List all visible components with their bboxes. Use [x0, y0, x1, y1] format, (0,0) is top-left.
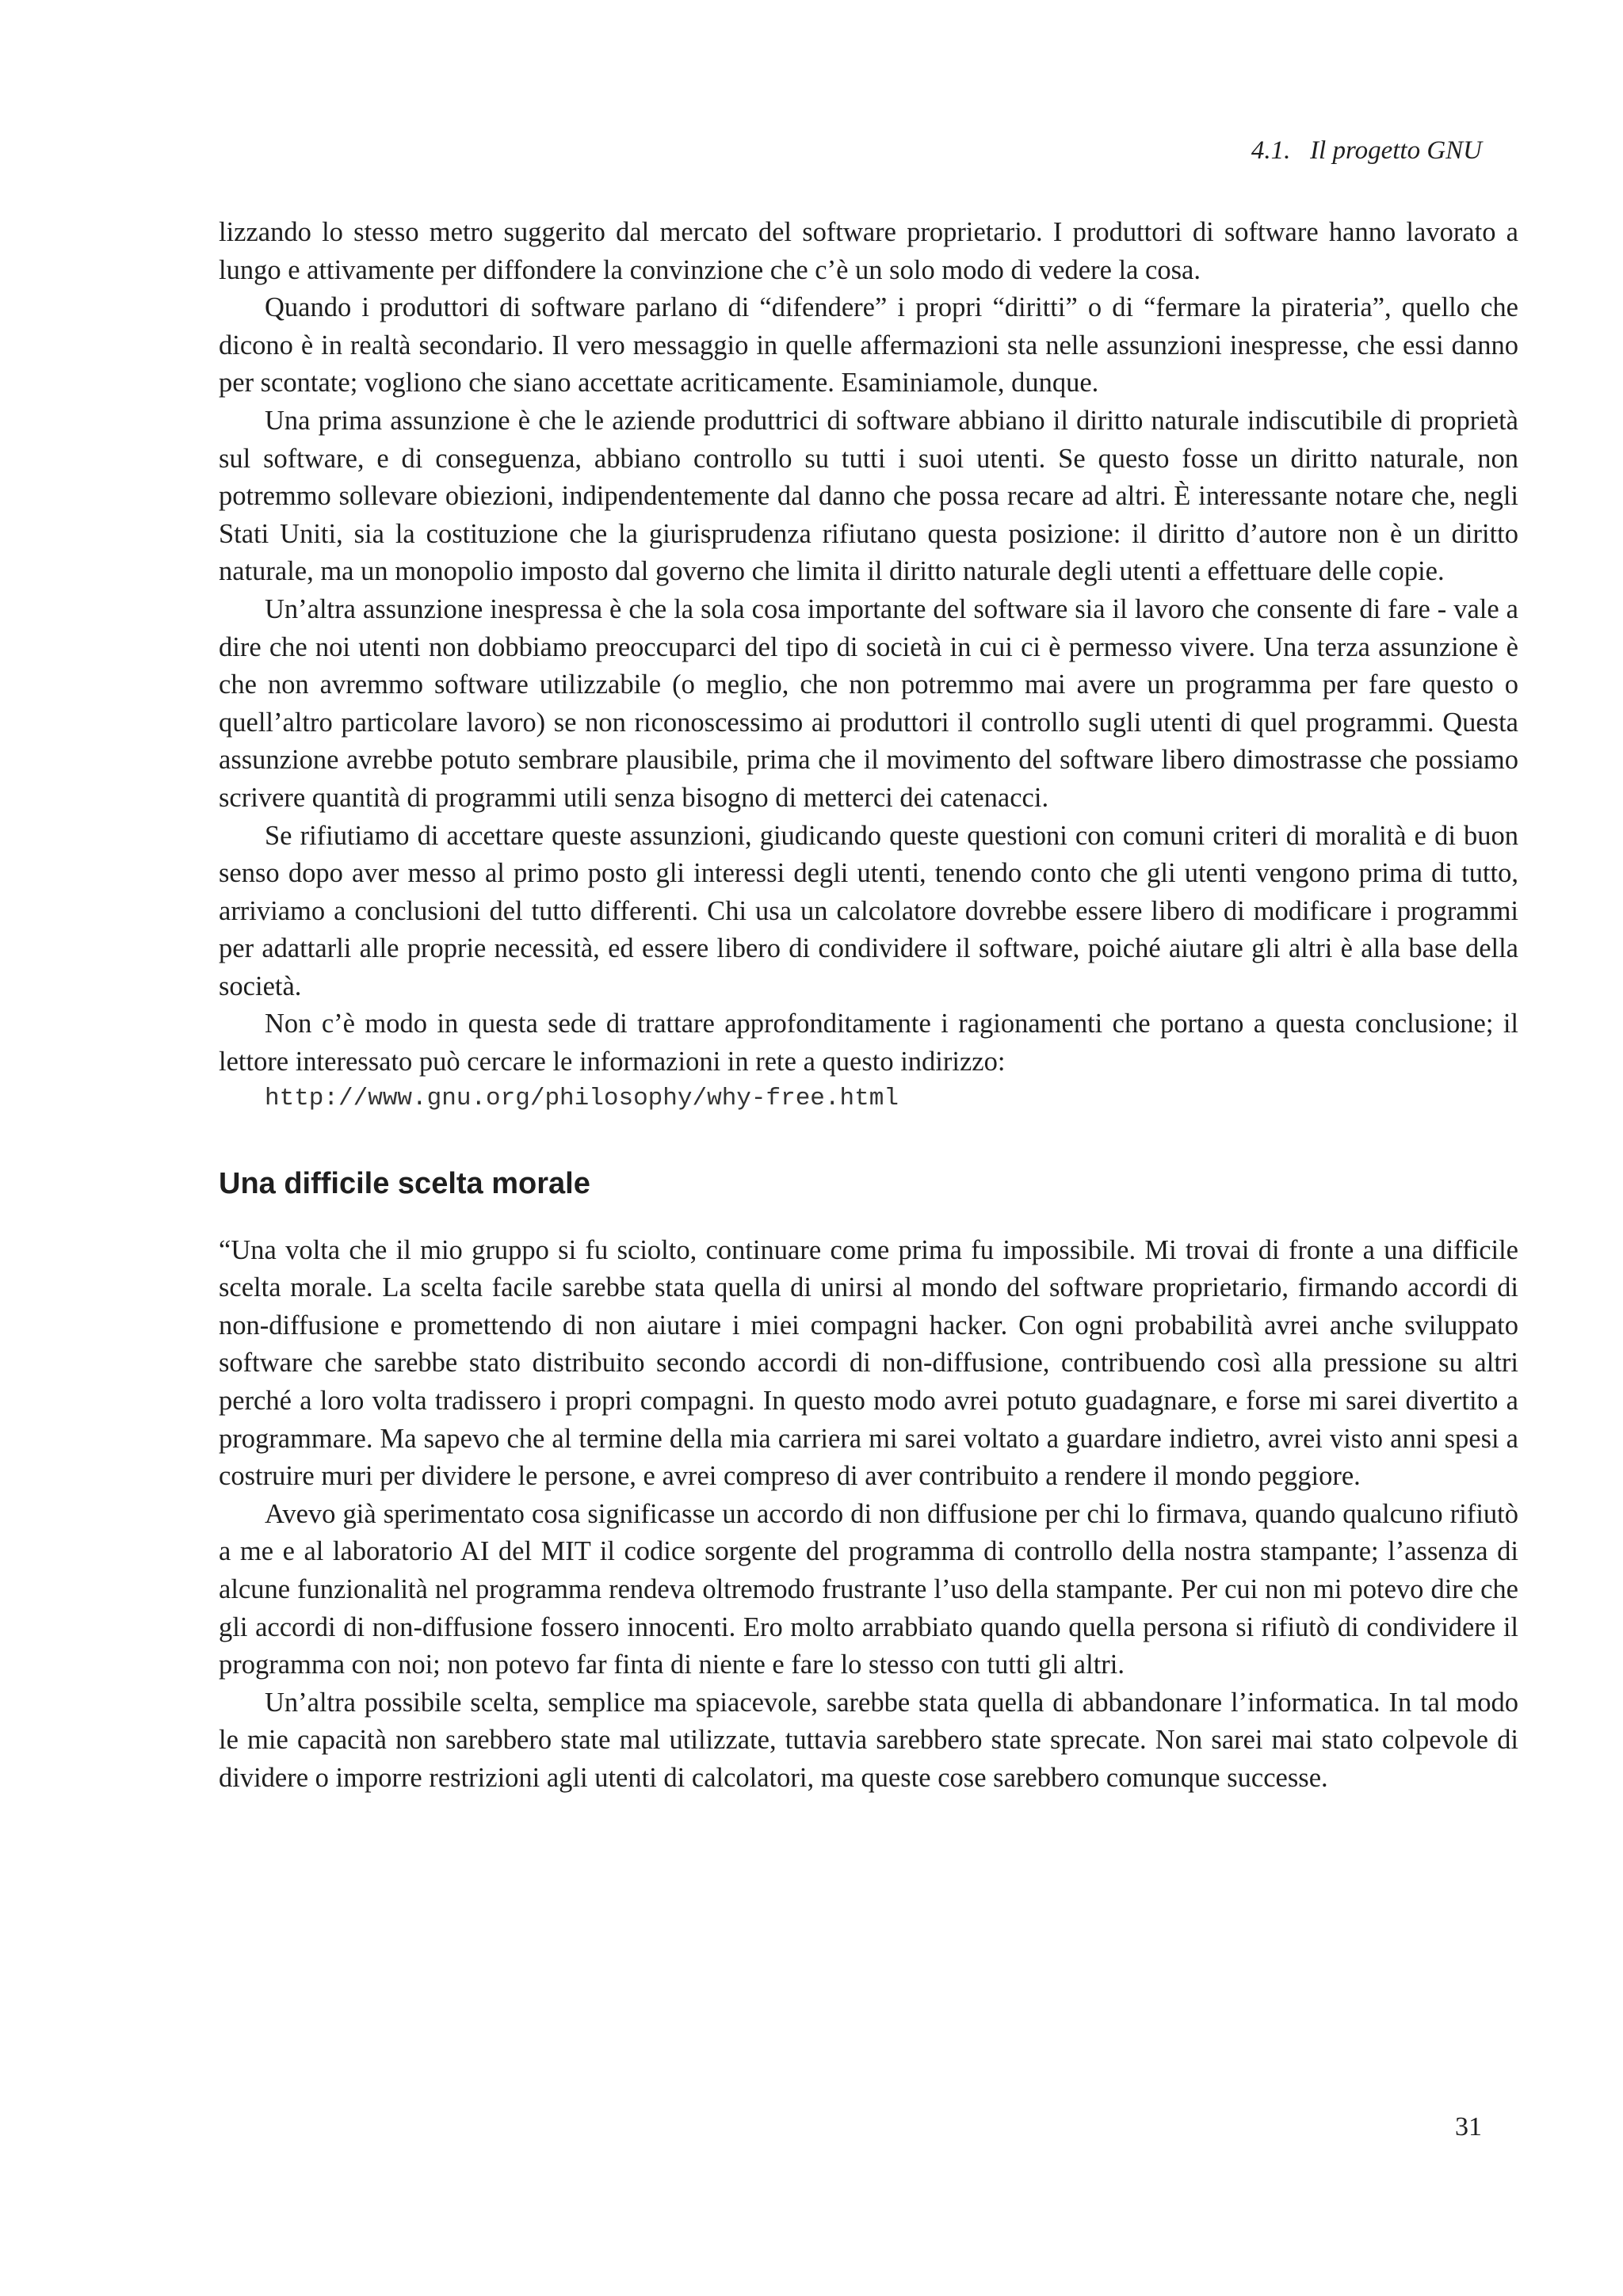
paragraph: Avevo già sperimentato cosa significasse un accordo di non diffusione per chi lo firmava, quando qualcuno rifiutò a me e al laboratorio AI del MIT il codice sorgente del programma di controllo della nostra stampante; l’assenza di alcune funzionalità nel programma rendeva oltremodo frustrante l’uso della stampante. Per cui non mi potevo dire che gli accordi di non-diffusione fossero innocenti. Ero molto arrabbiato quando quella persona si rifiutò di condividere il programma con noi; non potevo far finta di niente e fare lo stesso con tutti gli altri.: [219, 1498, 1518, 1680]
url-text: http://www.gnu.org/philosophy/why-free.html: [265, 1084, 899, 1112]
section-heading: Una difficile scelta morale: [219, 1166, 590, 1200]
paragraph: “Una volta che il mio gruppo si fu sciolto, continuare come prima fu impossibile. Mi trovai di fronte a una difficile scelta morale. La scelta facile sarebbe stata quella di unirsi al mondo del software proprietario, firmando accordi di non-diffusione e promettendo di non aiutare i miei compagni hacker. Con ogni probabilità avrei anche sviluppato software che sarebbe stato distribuito secondo accordi di non-diffusione, contribuendo così alla pressione su altri perché a loro volta tradissero i propri compagni. In questo modo avrei potuto guadagnare, e forse mi sarei divertito a programmare. Ma sapevo che al termine della mia carriera mi sarei voltato a guardare indietro, avrei visto anni spesi a costruire muri per dividere le persone, e avrei compreso di aver contribuito a rendere il mondo peggiore.: [219, 1234, 1518, 1492]
paragraph: Un’altra possibile scelta, semplice ma spiacevole, sarebbe stata quella di abbandonare l’informatica. In tal modo le mie capacità non sarebbero state mal utilizzate, tuttavia sarebbero state sprecate. Non sarei mai stato colpevole di dividere o imporre restrizioni agli utenti di calcolatori, ma queste cose sarebbero comunque successe.: [219, 1687, 1518, 1793]
paragraph: Un’altra assunzione inespressa è che la sola cosa importante del software sia il lavoro che consente di fare - vale a dire che noi utenti non dobbiamo preoccuparci del tipo di società in cui ci è permesso vivere. Una terza assunzione è che non avremmo software utilizzabile (o meglio, che non potremmo mai avere un programma per fare questo o quell’altro particolare lavoro) se non riconoscessimo ai produttori il controllo sugli utenti di quel programmi. Questa assunzione avrebbe potuto sembrare plausibile, prima che il movimento del software libero dimostrasse che possiamo scrivere quantità di programmi utili senza bisogno di metterci dei catenacci.: [219, 593, 1518, 813]
paragraph: Se rifiutiamo di accettare queste assunzioni, giudicando queste questioni con comuni criteri di moralità e di buon senso dopo aver messo al primo posto gli interessi degli utenti, tenendo conto che gli utenti vengono prima di tutto, arriviamo a conclusioni del tutto differenti. Chi usa un calcolatore dovrebbe essere libero di modificare i programmi per adattarli alle proprie necessità, ed essere libero di condividere il software, poiché aiutare gli altri è alla base della società.: [219, 820, 1518, 1001]
page-number: 31: [1455, 2112, 1482, 2142]
paragraph: Quando i produttori di software parlano di “difendere” i propri “diritti” o di “fermare la pirateria”, quello che dicono è in realtà secondario. Il vero messaggio in quelle affermazioni sta nelle assunzioni inespresse, che essi danno per scontate; vogliono che siano accettate acriticamente. Esaminiamole, dunque.: [219, 292, 1518, 399]
header-section-title: Il progetto GNU: [1310, 136, 1482, 165]
paragraph: Una prima assunzione è che le aziende produttrici di software abbiano il diritto naturale indiscutibile di proprietà sul software, e di conseguenza, abbiano controllo su tutti i suoi utenti. Se questo fosse un diritto naturale, non potremmo sollevare obiezioni, indipendentemente dal danno che possa recare ad altri. È interessante notare che, negli Stati Uniti, sia la costituzione che la giurisprudenza rifiutano questa posizione: il diritto d’autore non è un diritto naturale, ma un monopolio imposto dal governo che limita il diritto naturale degli utenti a effettuare delle copie.: [219, 405, 1518, 587]
paragraph: Non c’è modo in questa sede di trattare approfonditamente i ragionamenti che portano a questa conclusione; il lettore interessato può cercare le informazioni in rete a questo indirizzo:: [219, 1009, 1518, 1077]
paragraph: lizzando lo stesso metro suggerito dal mercato del software proprietario. I produttori di software hanno lavorato a lungo e attivamente per diffondere la convinzione che c’è un solo modo di vedere la cosa.: [219, 217, 1518, 285]
header-section-number: 4.1.: [1251, 136, 1291, 165]
page-body: [219, 214, 1518, 1798]
running-header: [1251, 135, 1482, 166]
